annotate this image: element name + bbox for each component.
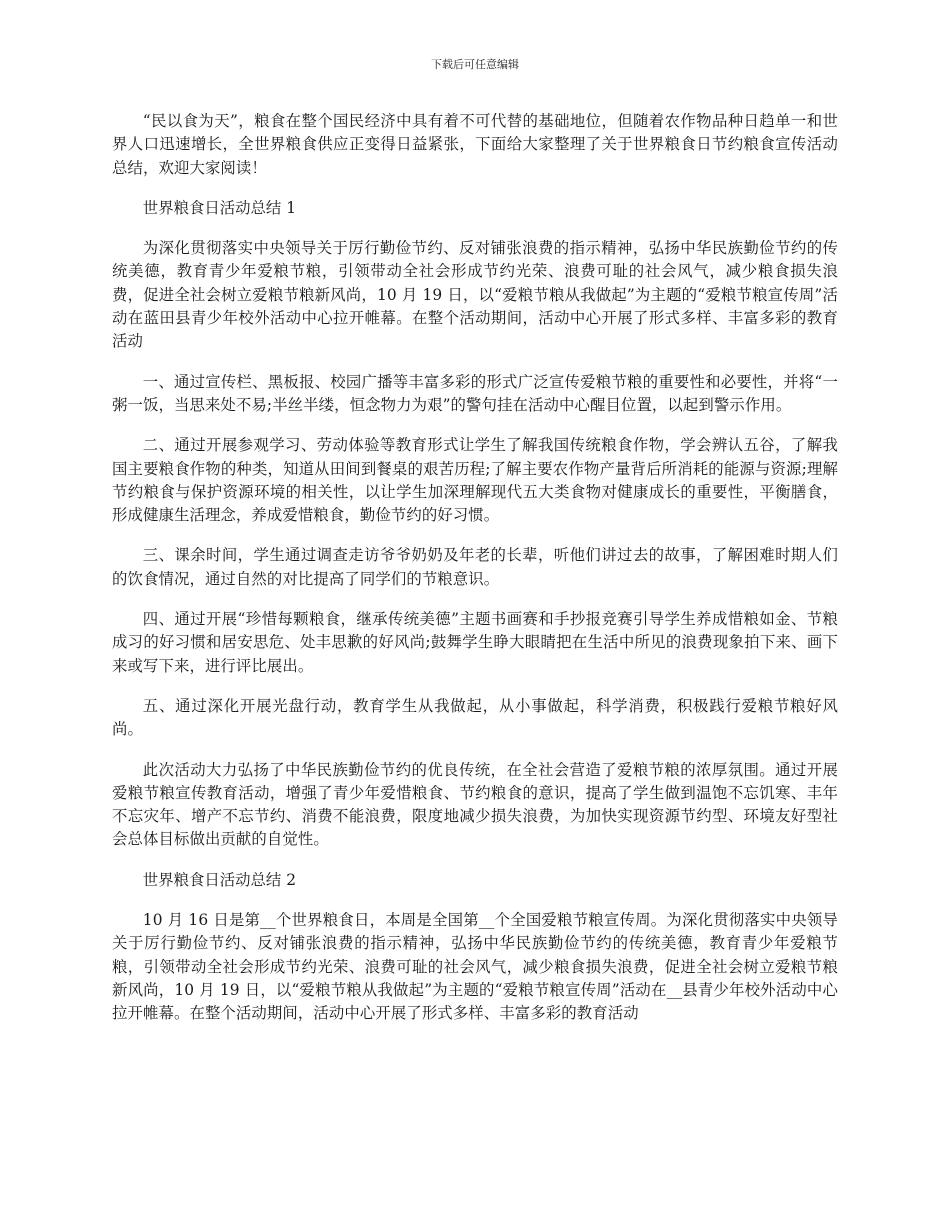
section-1-paragraph-2: 一、通过宣传栏、黑板报、校园广播等丰富多彩的形式广泛宣传爱粮节粮的重要性和必要性，并将“一粥一饭，当思来处不易;半丝半缕，恒念物力为艰”的警句挂在活动中心醒目位置，以起到警示作用。 — [112, 372, 838, 414]
section-1-title: 世界粮食日活动总结 1 — [142, 198, 296, 217]
section-2-paragraph-1: 10 月 16 日是第__个世界粮食日，本周是全国第__个全国爱粮节粮宣传周。为深化贯彻落实中央领导关于厉行勤俭节约、反对铺张浪费的指示精神，弘扬中华民族勤俭节约的传统美德，教育青少年爱粮节粮，引领带动全社会形成节约光荣、浪费可耻的社会风气，减少粮食损失浪费，促进全社会树立爱粮节粮新风尚，10 月 19 日，以“爱粮节粮从我做起”为主题的“爱粮节粮宣传周”活动在__县青少年校外活动中心拉开帷幕。在整个活动期间，活动中心开展了形式多样、丰富多彩的教育活动 — [112, 911, 838, 1023]
page-header-note: 下载后可任意编辑 — [431, 58, 519, 71]
section-2-title: 世界粮食日活动总结 2 — [142, 870, 296, 889]
document-body — [112, 110, 838, 1043]
section-1-paragraph-7: 此次活动大力弘扬了中华民族勤俭节约的优良传统，在全社会营造了爱粮节粮的浓厚氛围。通过开展爱粮节粮宣传教育活动，增强了青少年爱惜粮食、节约粮食的意识，提高了学生做到温饱不忘饥寒、丰年不忘灾年、增产不忘节约、消费不能浪费，限度地减少损失浪费，为加快实现资源节约型、环境友好型社会总体目标做出贡献的自觉性。 — [112, 760, 838, 849]
intro-paragraph: “民以食为天”，粮食在整个国民经济中具有着不可代替的基础地位，但随着农作物品种日趋单一和世界人口迅速增长，全世界粮食供应正变得日益紧张，下面给大家整理了关于世界粮食日节约粮食宣传活动总结，欢迎大家阅读！ — [112, 112, 838, 177]
section-1-paragraph-5: 四、通过开展“珍惜每颗粮食，继承传统美德”主题书画赛和手抄报竞赛引导学生养成惜粮如金、节粮成习的好习惯和居安思危、处丰思歉的好风尚;鼓舞学生睁大眼睛把在生活中所见的浪费现象拍下来、画下来或写下来，进行评比展出。 — [112, 610, 838, 675]
section-1-paragraph-1: 为深化贯彻落实中央领导关于厉行勤俭节约、反对铺张浪费的指示精神，弘扬中华民族勤俭节约的传统美德，教育青少年爱粮节粮，引领带动全社会形成节约光荣、浪费可耻的社会风气，减少粮食损失浪费，促进全社会树立爱粮节粮新风尚，10 月 19 日，以“爱粮节粮从我做起”为主题的“爱粮节粮宣传周”活动在蓝田县青少年校外活动中心拉开帷幕。在整个活动期间，活动中心开展了形式多样、丰富多彩的教育活动 — [112, 239, 838, 351]
section-1-paragraph-4: 三、课余时间，学生通过调查走访爷爷奶奶及年老的长辈，听他们讲过去的故事，了解困难时期人们的饮食情况，通过自然的对比提高了同学们的节粮意识。 — [112, 546, 838, 588]
section-1-paragraph-6: 五、通过深化开展光盘行动，教育学生从我做起，从小事做起，科学消费，积极践行爱粮节粮好风尚。 — [112, 696, 838, 739]
section-1-paragraph-3: 二、通过开展参观学习、劳动体验等教育形式让学生了解我国传统粮食作物，学会辨认五谷，了解我国主要粮食作物的种类，知道从田间到餐桌的艰苦历程;了解主要农作物产量背后所消耗的能源与资源;理解节约粮食与保护资源环境的相关性，以让学生加深理解现代五大类食物对健康成长的重要性，平衡膳食，形成健康生活理念，养成爱惜粮食，勤俭节约的好习惯。 — [112, 436, 838, 525]
